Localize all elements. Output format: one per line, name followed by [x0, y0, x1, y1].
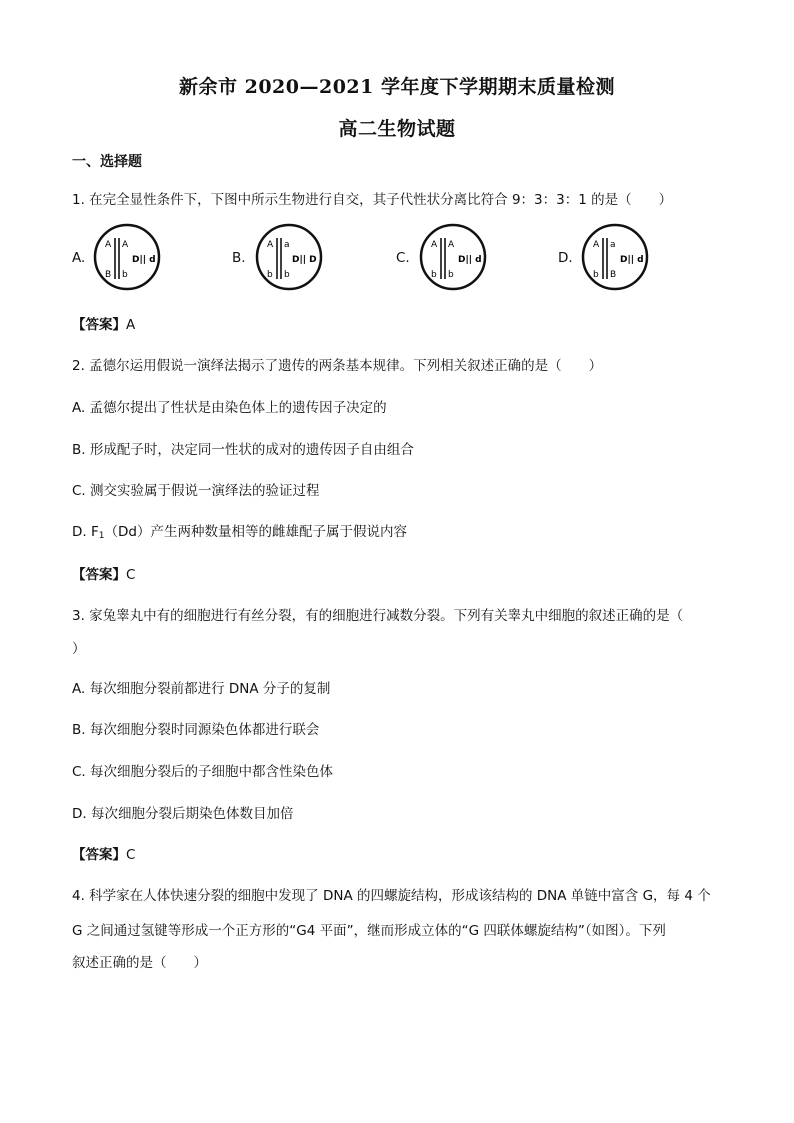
q3-answer — [72, 843, 135, 863]
gene-label: b — [448, 270, 454, 280]
gene-label: A — [431, 240, 438, 250]
cell-diagram-icon — [92, 222, 162, 296]
q1-answer — [72, 313, 135, 333]
option-label: A. — [72, 250, 86, 266]
gene-label: A — [122, 240, 129, 250]
q2-answer — [72, 563, 135, 583]
answer-bracket: 【答案】 — [72, 847, 126, 863]
q2-option-d — [72, 520, 407, 541]
gene-label: D|| D — [292, 255, 317, 265]
gene-label: A — [448, 240, 455, 250]
q1-stem: 1. 在完全显性条件下，下图中所示生物进行自交，其子代性状分离比符合 9：3：3：1 的是（ ） — [72, 192, 673, 208]
q3-stem-cont: ） — [72, 641, 86, 657]
gene-label: A — [267, 240, 274, 250]
option-d-prefix: D. F — [72, 524, 99, 540]
gene-label: b — [267, 270, 273, 280]
cell-diagram-icon — [254, 222, 324, 296]
q4-stem-line2: G 之间通过氢键等形成一个正方形的“G4 平面”，继而形成立体的“G 四联体螺旋结构”（如图）。下列 — [72, 923, 666, 939]
option-label: D. — [558, 250, 573, 266]
option-label: C. — [396, 250, 410, 266]
answer-value: A — [126, 317, 136, 333]
q3-option-c: C. 每次细胞分裂后的子细胞中都含性染色体 — [72, 764, 334, 780]
subscript: 1 — [98, 531, 105, 541]
answer-bracket: 【答案】 — [72, 567, 126, 583]
q4-stem-line3: 叙述正确的是（ ） — [72, 955, 207, 971]
q3-option-a: A. 每次细胞分裂前都进行 DNA 分子的复制 — [72, 681, 331, 697]
q4-stem-line1: 4. 科学家在人体快速分裂的细胞中发现了 DNA 的四螺旋结构，形成该结构的 DNA 单链中富含 G，每 4 个 — [72, 888, 711, 904]
q2-option-a: A. 孟德尔提出了性状是由染色体上的遗传因子决定的 — [72, 400, 387, 416]
q2-option-c: C. 测交实验属于假说一演绎法的验证过程 — [72, 483, 320, 499]
exam-title: 新余市 2020—2021 学年度下学期期末质量检测 — [179, 76, 615, 98]
gene-label: b — [284, 270, 290, 280]
q1-options — [0, 222, 794, 294]
answer-bracket: 【答案】 — [72, 317, 126, 333]
q2-option-b: B. 形成配子时，决定同一性状的成对的遗传因子自由组合 — [72, 442, 414, 458]
gene-label: B — [105, 270, 112, 280]
q3-option-d: D. 每次细胞分裂后期染色体数目加倍 — [72, 806, 294, 822]
cell-diagram-icon — [580, 222, 650, 296]
gene-label: b — [431, 270, 437, 280]
gene-label: b — [122, 270, 128, 280]
exam-subtitle: 高二生物试题 — [338, 118, 456, 140]
gene-label: D|| d — [458, 255, 482, 265]
cell-diagram-icon — [418, 222, 488, 296]
gene-label: B — [610, 270, 617, 280]
gene-label: a — [284, 240, 290, 250]
gene-label: a — [610, 240, 616, 250]
q3-stem: 3. 家兔睾丸中有的细胞进行有丝分裂，有的细胞进行减数分裂。下列有关睾丸中细胞的叙述正确的是（ — [72, 608, 684, 624]
section-heading: 一、选择题 — [72, 154, 142, 170]
gene-label: A — [105, 240, 112, 250]
gene-label: A — [593, 240, 600, 250]
gene-label: D|| d — [620, 255, 644, 265]
gene-label: D|| d — [132, 255, 156, 265]
q2-stem: 2. 孟德尔运用假说一演绎法揭示了遗传的两条基本规律。下列相关叙述正确的是（ ） — [72, 358, 603, 374]
answer-value: C — [126, 847, 136, 863]
option-d-text: （Dd）产生两种数量相等的雌雄配子属于假说内容 — [104, 524, 407, 540]
option-label: B. — [232, 250, 246, 266]
gene-label: b — [593, 270, 599, 280]
q3-option-b: B. 每次细胞分裂时同源染色体都进行联会 — [72, 722, 320, 738]
answer-value: C — [126, 567, 136, 583]
